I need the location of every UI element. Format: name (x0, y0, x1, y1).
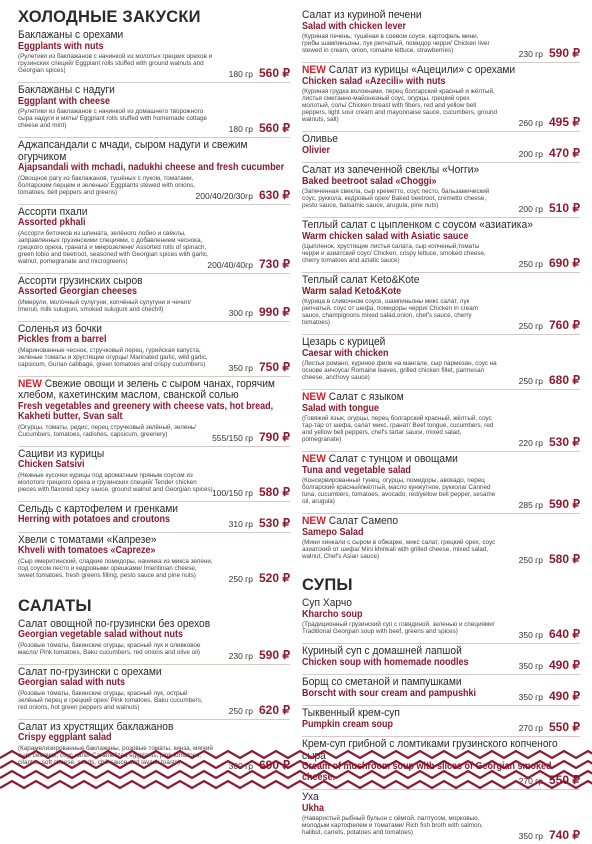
menu-item (18, 377, 290, 447)
menu-item (302, 163, 580, 218)
dish-name-en: Ajapsandali with mchadi, nadukhi cheese and fresh cucumber (18, 162, 285, 173)
dish-description: (Запеченная свекла, сыр креметто, соус песто, бальзамический соус, руккола, кедровый орех/ Baked beetroot, crеmetto cheese, pesto sauce, balsamic sauce, arugula, pine nuts) (302, 188, 490, 209)
dish-name-en: Eggplant with cheese (18, 95, 111, 107)
dish-weight: 350 гр (518, 661, 543, 671)
dish-price: 520 ₽ (259, 570, 290, 585)
dish-name-en: Assorted Georgian cheeses (18, 286, 138, 297)
dish-description: (Консервированный тунец, огурцы, помидоры, авокадо, перец болгарский красный/жёлтый, масло кунжутное, руккола/ Canned tuna, cucumbers, tomatoes, avocado, red/yellow bell pepper, sesame oil, arugula) (302, 477, 496, 505)
dish-weight: 250 гр (228, 705, 253, 716)
menu-item (302, 273, 580, 335)
dish-weight: 350 гр (518, 831, 543, 841)
dish-description: (Овощное рагу из баклажанов, тушёных с луком, томатами, болгарским перцем и зеленью/ Eggplants stewed with onions, tomatoes, bell peppers and greens) (18, 174, 196, 196)
dish-weight: 310 гр (228, 518, 253, 529)
decorative-wave-border (0, 745, 592, 800)
menu-item (18, 665, 290, 720)
dish-weight: 250 гр (518, 376, 543, 386)
dish-price: 550 ₽ (549, 720, 580, 734)
price-row (302, 115, 580, 129)
dish-weight: 200 гр (518, 204, 543, 214)
dish-name-ru: Ассорти грузинских сыров (18, 274, 143, 287)
menu-item (302, 596, 580, 644)
wave-line (0, 761, 592, 768)
menu-item (302, 8, 580, 63)
dish-name-ru: Сельдь с картофелем и гренками (18, 502, 179, 515)
dish-price: 640 ₽ (549, 627, 580, 641)
dish-name-ru: Куриный суп с домашней лапшой (302, 645, 462, 657)
dish-description: (Рулетики из баклажанов с начинкой из домашнего творожного сыра надуги и мяты/ Eggplant rolls stuffed with homemade cottage cheese and mint) (18, 108, 208, 129)
dish-name-en: Assorted pkhali (18, 217, 86, 228)
dish-name-ru: Салат из запеченной свеклы «Чогги» (302, 164, 480, 176)
dish-price: 490 ₽ (549, 689, 580, 703)
section-title-salads: САЛАТЫ (18, 596, 92, 615)
dish-name-en: Chicken soup with homemade noodles (302, 656, 469, 668)
dish-name-ru: Сациви из курицы (18, 447, 105, 460)
dish-price: 790 ₽ (259, 429, 290, 444)
dish-name-ru: NEW Свежие овощи и зелень с сыром чанах, горячим хлебом, кахетинским маслом, сванской солью (18, 377, 275, 401)
dish-weight: 230 гр (228, 650, 253, 661)
dish-name-en: Georgian salad with nuts (18, 677, 126, 688)
dish-price: 590 ₽ (549, 497, 580, 511)
dish-name-en: Kharcho soup (302, 608, 363, 620)
dish-description: (Наваристый рыбный бульон с сёмгой, палтусом, морковью, молодым картофелем и томатами/ Rich fish broth with salmon, halibut, carrets, potatoes and tomatoes) (302, 815, 483, 836)
dish-price: 495 ₽ (549, 115, 580, 129)
dish-price: 760 ₽ (549, 318, 580, 332)
dish-description: (Традиционный грузинский суп с говядиной, зеленью и специями/ Traditional Georgian soup with beef, greens and spices) (302, 621, 495, 635)
menu-item (18, 533, 290, 587)
menu-item (302, 514, 580, 568)
dish-weight: 270 гр (518, 776, 543, 786)
dish-weight: 250 гр (228, 573, 253, 584)
dish-name-ru: Ассорти пхали (18, 205, 88, 218)
salads-list-right (302, 8, 580, 568)
dish-name-ru: Суп Харчо (302, 597, 352, 609)
price-row (302, 497, 580, 511)
menu-item (18, 502, 290, 533)
dish-description: (Карамелизированные баклажаны, розовые томаты, кинза, мягкий сыр, семечки, соус чили/ Caramelized eggplants, pink tomatoes, cilantro, soft cheese, seeds, chili sauce and lavash toasts) (18, 744, 213, 766)
right-column (302, 8, 580, 844)
dish-price: 590 ₽ (259, 647, 290, 662)
dish-price: 510 ₽ (549, 201, 580, 215)
menu-item (18, 274, 290, 322)
menu-item (302, 63, 580, 132)
dish-name-ru: Оливье (302, 133, 338, 145)
menu-item (302, 675, 580, 706)
dish-price: 620 ₽ (259, 702, 290, 717)
menu-item (18, 83, 290, 138)
dish-description: (Курица в сливочном соусе, шампиньоны микс салат, лук репчатый, соус от шефа, помидоры черри/ Chicken in cream sauce, champignons mixed salad,onion, chef's sauce, cherry tomatoes) (302, 298, 479, 326)
dish-name-ru: Хвели с томатами «Капрезе» (18, 533, 157, 546)
dish-name-ru: Баклажаны с надуги (18, 84, 115, 96)
dish-name-ru: Салат из хрустящих баклажанов (18, 720, 174, 733)
dish-weight: 250 гр (518, 259, 543, 269)
dish-name-en: Pickles from a barrel (18, 334, 107, 345)
dish-weight: 200/40/40гр (207, 259, 253, 270)
dish-description: (Цыпленок, хрустящие листья салата, сыр копченый,томаты черри и азиатский соус/ Chicken, crispy lettuce, smoked cheese, cherry tomatoes and aziatic sauce) (302, 243, 486, 264)
dish-weight: 300 гр (228, 760, 253, 771)
dish-weight: 260 гр (518, 118, 543, 128)
new-badge: NEW (302, 453, 329, 465)
dish-weight: 250 гр (518, 555, 543, 565)
dish-price: 730 ₽ (259, 256, 290, 271)
dish-weight: 250 гр (518, 321, 543, 331)
dish-name-en: Khveli with tomatoes «Capreze» (18, 545, 156, 556)
dish-description: (Розовые томаты, бакинские огурцы, красный лук и оливковое масло/ Pink tomatoes, Baku cucumbers, red onions and olive oil) (18, 641, 201, 656)
dish-description: (Розовые томаты, бакинские огурцы, красный лук, острый зелёный перец и грецкий орех/ Pink tomatoes, Baku cucumbers, red onions, hot green peppers and walnuts) (18, 689, 203, 711)
dish-name-en: Herring with potatoes and croutons (18, 514, 171, 525)
dish-description: (Нежные кусочки курицы под ароматным пряным соусом из молотого грецкого ореха и грузинских специй/ Tender chicken pieces with flavored spicy sauce, ground walnut and Georgian spices) (18, 471, 213, 493)
dish-description: (Имерули, молочный сулугуни, копчёный сулугуни и чечил/ Imeruli, milk suluguni, smoked suluguni and chechil) (18, 298, 191, 313)
dish-weight: 555/150 гр (212, 432, 253, 443)
new-badge: NEW (302, 391, 329, 403)
dish-name-ru: Аджапсандали с мчади, сыром надуги и свежим огурчиком (18, 139, 248, 163)
dish-weight: 270 гр (518, 723, 543, 733)
dish-name-ru: Соленья из бочки (18, 322, 102, 335)
price-row (302, 435, 580, 449)
dish-name-ru: Баклажаны с орехами (18, 29, 124, 41)
dish-price: 680 ₽ (549, 373, 580, 387)
dish-name-ru: Салат овощной по-грузински без орехов (18, 617, 211, 630)
dish-description: (Листья романо, куриное филе на мангале, сыр пармезан, соус на основе анчоуса/ Romaine leaves, grilled chicken fillet, parmesan cheese, anchovy sauce) (302, 360, 497, 381)
dish-name-en: Samepo Salad (302, 526, 364, 538)
dish-price: 590 ₽ (549, 46, 580, 60)
dish-name-en: Eggplants with nuts (18, 40, 104, 52)
dish-name-en: Warm chicken salad with Asiatic sauce (302, 230, 469, 242)
dish-weight: 200 гр (518, 149, 543, 159)
section-title-cold-appetizers: ХОЛОДНЫЕ ЗАКУСКИ (18, 8, 201, 26)
menu-item (302, 390, 580, 452)
dish-weight: 180 гр (228, 69, 253, 79)
wave-line (0, 751, 592, 758)
dish-name-en: Georgian vegetable salad without nuts (18, 629, 184, 640)
dish-name-en: Fresh vegetables and greenery with cheese vats, hot bread, Kakheti butter, Svan salt (18, 400, 274, 422)
dish-price: 470 ₽ (549, 146, 580, 160)
dish-weight: 200/40/20/30гр (195, 190, 253, 201)
dish-description: (Ассорти биточков из шпината, зелёного лобио и свёклы, заправленных грузинскими специями, с добавлением чеснока, грецкого ореха, граната и микрозелени/ Assorted rolls of spinach, green lobio and beetroot, seasoned with Georgian spices with garlic, walnut, pomegranate and microgreens) (18, 229, 209, 265)
dish-price: 750 ₽ (259, 359, 290, 374)
dish-name-ru: Теплый салат с цыпленком с соусом «азиатика» (302, 219, 533, 231)
new-badge: NEW (302, 64, 329, 76)
dish-description: (Говяжий язык, огурцы, перец болгарский красный, жёлтый, соус тар-тар от шефа, салат микс, гранат/ Beef tongue, cucumbers, red and yellow bell peppers, chef's tartar sauce, mixed salad, pomegranate) (302, 415, 494, 443)
dish-name-en: Pumpkin cream soup (302, 718, 394, 730)
menu-item (302, 644, 580, 675)
dish-price: 560 ₽ (259, 121, 290, 135)
dish-weight: 230 гр (518, 49, 543, 59)
dish-name-ru: Уха (302, 791, 319, 803)
dish-description: (Огурцы, томаты, редис, перец стручковый зелёный, зелень/ Cucumbers, tomatoes, radishes, capsicum, greenery) (18, 423, 196, 438)
dish-description: (Куриная грудка волокнами, перец болгарский красный и жёлтый, листья сметанно-майонезный соус, огурцы, грецкий орех молотый, соль/ Chicken breast with fibers, red and yellow bell peppers, light sour cream and mayonnaise sauce, cucumbers, ground walnuts, salt) (302, 88, 497, 123)
dish-price: 550 ₽ (549, 773, 580, 787)
menu-item (18, 617, 290, 665)
dish-name-en: Warm salad Keto&Kote (302, 285, 402, 297)
left-column (18, 8, 290, 774)
dish-price: 530 ₽ (259, 515, 290, 530)
dish-weight: 285 гр (518, 500, 543, 510)
dish-name-ru: NEW Салат из курицы «Ацецили» с орехами (302, 64, 516, 76)
dish-price: 560 ₽ (259, 66, 290, 80)
cold-appetizers-list (18, 28, 290, 587)
dish-price: 690 ₽ (259, 757, 290, 772)
dish-name-en: Chicken salad «Azecili» with nuts (302, 75, 446, 87)
dish-name-en: Cream of mushroom soup with slices of Georgian smoked cheese. (302, 761, 552, 783)
dish-name-en: Caesar with chicken (302, 347, 389, 359)
dish-name-ru: Тыквенный крем-суп (302, 707, 400, 719)
dish-price: 580 ₽ (259, 484, 290, 499)
section-title-soups: СУПЫ (302, 576, 353, 594)
dish-weight: 100/150 гр (212, 487, 253, 498)
dish-weight: 180 гр (228, 124, 253, 134)
menu-item (302, 132, 580, 163)
dish-description: (Рулетики из баклажанов с начинкой из молотых грецких орехов и грузинских специй/ Eggplant rolls stuffed with ground walnuts and Georgian spices) (18, 53, 213, 74)
dish-name-ru: NEW Салат Самепо (302, 515, 399, 527)
dish-price: 740 ₽ (549, 828, 580, 842)
dish-name-ru: Крем-суп грибной с ломтиками грузинского копченого сыра (302, 738, 558, 762)
new-badge: NEW (302, 515, 329, 527)
dish-name-en: Tuna and vegetable salad (302, 464, 411, 476)
dish-weight: 350 гр (518, 630, 543, 640)
menu-item (18, 28, 290, 83)
price-row (302, 318, 580, 332)
dish-name-en: Baked beetroot salad «Choggi» (302, 175, 437, 187)
dish-name-ru: NEW Салат с языком (302, 391, 404, 403)
dish-name-ru: Борщ со сметаной и пампушками (302, 676, 462, 688)
dish-name-ru: Салат из куриной печени (302, 9, 422, 21)
menu-item (302, 218, 580, 273)
dish-name-ru: NEW Салат с тунцом и овощами (302, 453, 458, 465)
dish-name-ru: Салат по-грузински с орехами (18, 665, 162, 678)
dish-price: 530 ₽ (549, 435, 580, 449)
dish-name-en: Olivier (302, 144, 331, 156)
dish-price: 580 ₽ (549, 552, 580, 566)
dish-name-en: Chicken Satsivi (18, 459, 85, 470)
dish-name-en: Salad with chicken lever (302, 20, 407, 32)
menu-item (18, 447, 290, 502)
dish-price: 630 ₽ (259, 187, 290, 202)
dish-weight: 350 гр (518, 692, 543, 702)
dish-weight: 300 гр (228, 307, 253, 318)
dish-description: (Маринованные чеснок, стручковый перец, гурийская капуста, зелёные томаты и хрустящие огурцы/ Marinated garlic, wild garlic, capsicum, Gurian cabbage, green tomatoes and crispy cucumbers) (18, 346, 208, 368)
menu-item (302, 706, 580, 737)
menu-item (302, 335, 580, 390)
dish-name-en: Salad with tongue (302, 402, 380, 414)
dish-description: (Куриная печень, тушёная в соевом соусе, картофель мини, грибы шампиньоны, лук репчатый, помидор черри/ Chicken liver stewed in cream, onion, romaine lettuce, strawberries) (302, 33, 490, 54)
dish-price: 490 ₽ (549, 658, 580, 672)
dish-name-en: Borscht with sour cream and pampushki (302, 687, 477, 699)
dish-name-en: Crispy eggplant salad (18, 732, 112, 743)
dish-description: (Сыр имеритинский, сладкие помидоры, начинка из микса зелени, под соусом песто и кедровыми орешками/ Imeritinian cheese, sweet tomatoes, fresh greens filling, pesto sauce and pine nuts) (18, 557, 213, 579)
menu-item (18, 322, 290, 377)
menu-item (302, 452, 580, 514)
new-badge: NEW (18, 377, 45, 390)
dish-price: 690 ₽ (549, 256, 580, 270)
dish-price: 990 ₽ (259, 304, 290, 319)
soups-list (302, 596, 580, 844)
wave-line (0, 771, 592, 778)
dish-name-en: Ukha (302, 802, 325, 814)
dish-name-ru: Цезарь с курицей (302, 336, 386, 348)
menu-item (18, 205, 290, 274)
wave-line (0, 781, 592, 788)
menu-item (18, 138, 290, 205)
dish-weight: 220 гр (518, 438, 543, 448)
dish-weight: 350 гр (228, 362, 253, 373)
dish-name-ru: Теплый салат Keto&Kote (302, 274, 420, 286)
dish-description: (Мини хинкали с сыром в обжарке, микс салат, грецкий орех, соус азиатский от шефа/ Mini khinkali with grilled cheese, mixed salad, walnut, Chef's Asian sauce) (302, 539, 496, 560)
